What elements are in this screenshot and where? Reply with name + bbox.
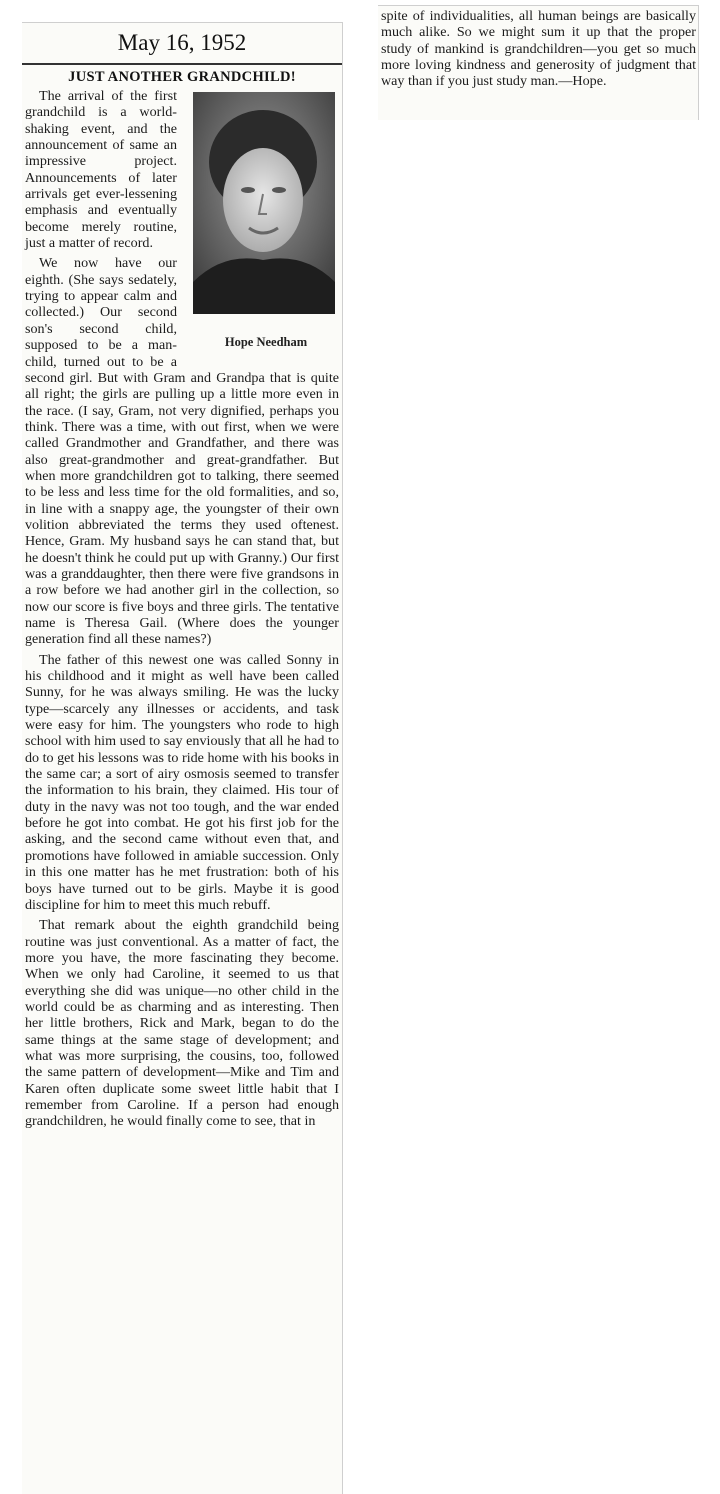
- article-body: [22, 88, 342, 1130]
- paragraph-1: The arrival of the first grandchild is a world-shaking event, and the announcement of same an impressive project. Announcements of later arrivals get ever-lessening emphasis and eventually become merely routine, just a matter of record.: [25, 88, 177, 252]
- continuation-paragraph: spite of individualities, all human beings are basically much alike. So we might sum it up that the proper study of mankind is grandchildren—you get so much more loving kindness and generosity of judgment that way than if you just study man.—Hope.: [381, 8, 696, 90]
- photo-caption: Hope Needham: [224, 335, 308, 349]
- author-photo-box: [185, 88, 337, 350]
- paragraph-2: We now have our eighth. (She says sedately, trying to appear calm and collected.) Our second son's second child, supposed to be a man-child, turned out to be a second girl. But with Gram and Grandpa that is quite all right; the girls are pulling up a little more even in the race. (I say, Gram, not very dignified, perhaps you think. There was a time, with out first, when we were called Grandmother and Grandfather, and there was also great-grandmother and great-grandfather. But when more grandchildren got to talking, there seemed to be less and less time for the old formalities, and so, in line with a snappy age, the youngster of their own volition abbreviated the terms they used oftenest. Hence, Gram. My husband says he can stand that, but he doesn't think he could put up with Granny.) Our first was a granddaughter, then there were five grandsons in a row before we had another girl in the collection, so now our score is five boys and three girls. The tentative name is Theresa Gail. (Where does the younger generation find all these names?): [25, 255, 339, 648]
- continuation-body: [378, 6, 698, 90]
- paragraph-3: The father of this newest one was called Sonny in his childhood and it might as well have been called Sunny, for he was always smiling. He was the lucky type—scarcely any illnesses or accidents, and task were easy for him. The youngsters who rode to high school with him used to say enviously that all he had to do to get his lessons was to ride home with his books in the same car; a sort of airy osmosis seemed to transfer the information to his brain, they claimed. His tour of duty in the navy was not too tough, and the war ended before he got into combat. He got his first job for the asking, and the second came without even that, and promotions have followed in amiable succession. Only in this one matter has he met frustration: both of his boys have turned out to be girls. Maybe it is good discipline for him to meet this much rebuff.: [25, 651, 339, 913]
- headline: JUST ANOTHER GRANDCHILD!: [68, 69, 296, 85]
- paragraph-4: That remark about the eighth grandchild being routine was just conventional. As a matter of fact, the more you have, the more fascinating they become. When we only had Caroline, it seemed to us that everything she did was unique—no other child in the world could be as charming and as interesting. Then her little brothers, Rick and Mark, began to do the same things at the same stage of development; and what was more surprising, the cousins, too, followed the same pattern of development—Mike and Tim and Karen often duplicate some sweet little habit that I remember from Caroline. If a person had enough grandchildren, he would finally come to see, that in: [25, 917, 339, 1130]
- author-portrait-photo: [193, 92, 335, 314]
- newspaper-clipping-main: [22, 22, 343, 1494]
- portrait-image: [193, 92, 335, 314]
- newspaper-clipping-continuation: [378, 5, 699, 120]
- date-line: May 16, 1952: [22, 23, 342, 65]
